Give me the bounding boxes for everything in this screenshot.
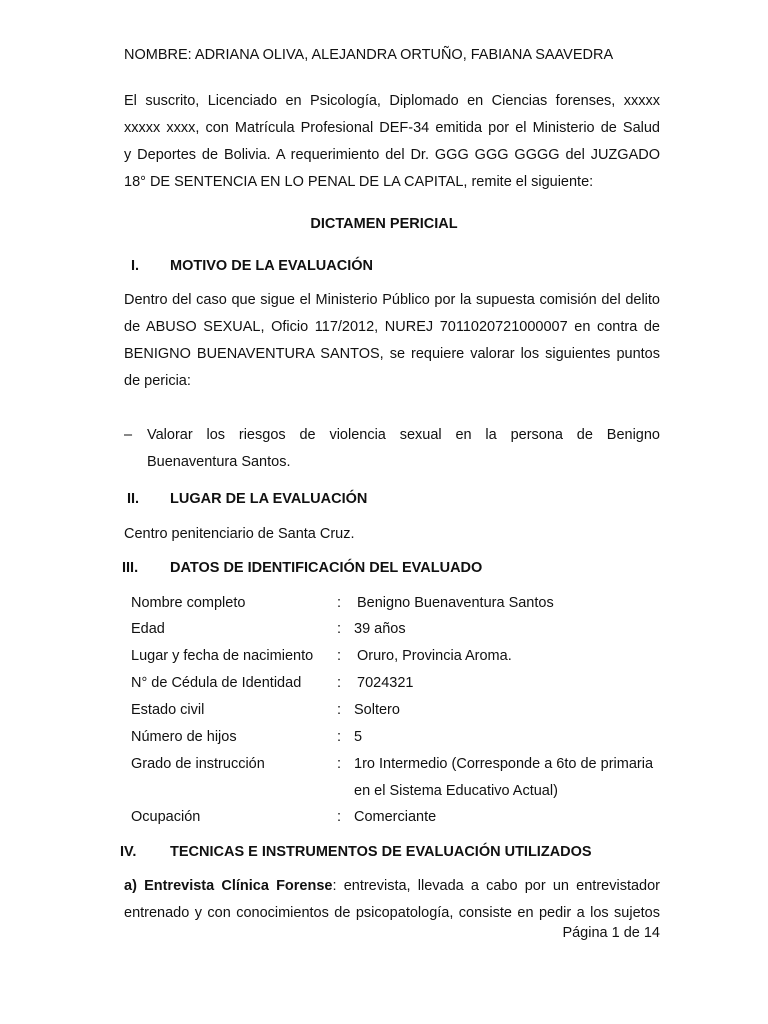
id-row-colon: : bbox=[337, 648, 342, 664]
intro-line-1: El suscrito, Licenciado en Psicología, Diplomado en Ciencias forenses, xxxxx bbox=[124, 93, 660, 109]
section-2-number: II. bbox=[127, 491, 140, 507]
interview-text: : entrevista, llevada a cabo por un entrevistador bbox=[332, 878, 660, 894]
page-number: Página 1 de 14 bbox=[562, 925, 660, 941]
section-2-title: LUGAR DE LA EVALUACIÓN bbox=[170, 491, 368, 507]
id-row-value: 39 años bbox=[354, 621, 406, 637]
id-row-colon: : bbox=[337, 702, 342, 718]
intro-line-2: xxxxx xxxx, con Matrícula Profesional DEF-34 emitida por el Ministerio de Salud bbox=[124, 120, 660, 136]
id-row-colon: : bbox=[337, 809, 342, 825]
id-row-value: 1ro Intermedio (Corresponde a 6to de primaria bbox=[354, 756, 654, 772]
bullet-line-1: Valorar los riesgos de violencia sexual en la persona de Benigno bbox=[147, 427, 660, 443]
id-row-value: Comerciante bbox=[354, 809, 437, 825]
id-row-colon: : bbox=[337, 595, 342, 611]
id-row-colon: : bbox=[337, 675, 342, 691]
id-row-value: 5 bbox=[354, 729, 363, 745]
section-1-line-1: Dentro del caso que sigue el Ministerio Público por la supuesta comisión del delito bbox=[124, 292, 660, 308]
section-1-line-2: de ABUSO SEXUAL, Oficio 117/2012, NUREJ 7011020721000007 en contra de bbox=[124, 319, 660, 335]
section-1-line-3: BENIGNO BUENAVENTURA SANTOS, se requiere valorar los siguientes puntos bbox=[124, 346, 660, 362]
bullet-dash: – bbox=[124, 427, 133, 443]
bullet-line-2: Buenaventura Santos. bbox=[147, 454, 291, 470]
id-row-value: Benigno Buenaventura Santos bbox=[357, 595, 554, 611]
header-names: NOMBRE: ADRIANA OLIVA, ALEJANDRA ORTUÑO, FABIANA SAAVEDRA bbox=[124, 47, 614, 63]
id-row-label: Grado de instrucción bbox=[131, 756, 265, 772]
section-4-number: IV. bbox=[120, 844, 137, 860]
id-row-label: Lugar y fecha de nacimiento bbox=[131, 648, 314, 664]
section-3-number: III. bbox=[122, 560, 139, 576]
id-row-colon: : bbox=[337, 756, 342, 772]
id-row-value: Oruro, Provincia Aroma. bbox=[357, 648, 512, 664]
id-row-value-continued: en el Sistema Educativo Actual) bbox=[354, 783, 558, 799]
document-title: DICTAMEN PERICIAL bbox=[310, 216, 458, 232]
intro-line-4: 18° DE SENTENCIA EN LO PENAL DE LA CAPITAL, remite el siguiente: bbox=[124, 174, 594, 190]
id-row-label: N° de Cédula de Identidad bbox=[131, 675, 302, 691]
section-1-title: MOTIVO DE LA EVALUACIÓN bbox=[170, 258, 373, 274]
interview-lead: a) Entrevista Clínica Forense bbox=[124, 878, 333, 894]
id-row-value: 7024321 bbox=[357, 675, 414, 691]
section-4-line-2: entrenado y con conocimientos de psicopatología, consiste en pedir a los sujetos bbox=[124, 905, 660, 921]
id-row-label: Estado civil bbox=[131, 702, 205, 718]
id-row-colon: : bbox=[337, 621, 342, 637]
id-row-label: Nombre completo bbox=[131, 595, 246, 611]
section-3-title: DATOS DE IDENTIFICACIÓN DEL EVALUADO bbox=[170, 560, 483, 576]
section-4-title: TECNICAS E INSTRUMENTOS DE EVALUACIÓN UTILIZADOS bbox=[170, 844, 592, 860]
id-row-label: Ocupación bbox=[131, 809, 201, 825]
section-1-number: I. bbox=[131, 258, 140, 274]
section-4-line-1 bbox=[124, 878, 660, 894]
intro-line-3: y Deportes de Bolivia. A requerimiento del Dr. GGG GGG GGGG del JUZGADO bbox=[124, 147, 660, 163]
id-row-colon: : bbox=[337, 729, 342, 745]
id-row-value: Soltero bbox=[354, 702, 400, 718]
id-row-label: Edad bbox=[131, 621, 165, 637]
section-2-text: Centro penitenciario de Santa Cruz. bbox=[124, 526, 355, 542]
section-1-line-4: de pericia: bbox=[124, 373, 191, 389]
id-row-label: Número de hijos bbox=[131, 729, 237, 745]
